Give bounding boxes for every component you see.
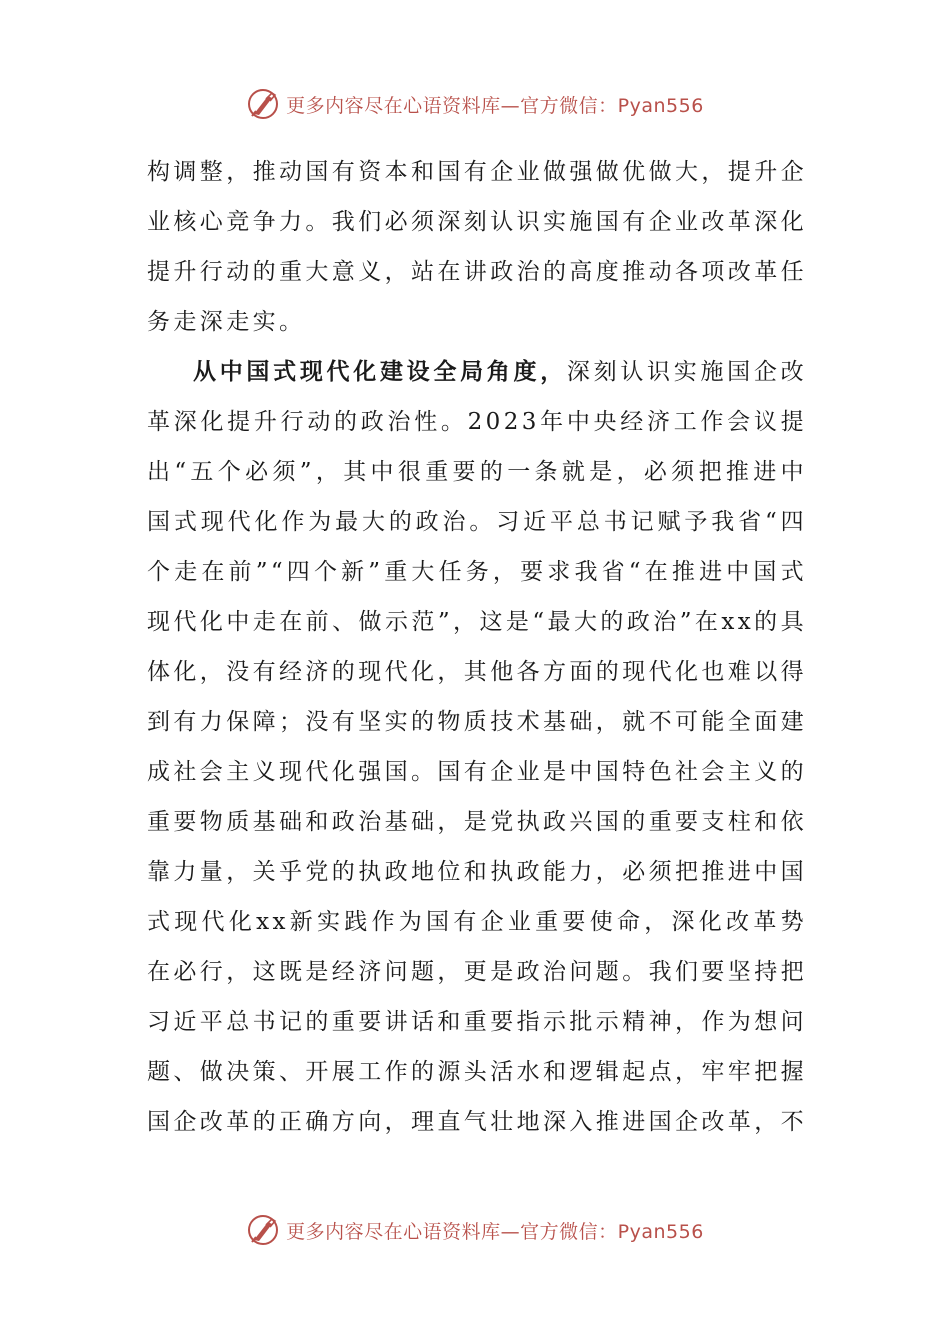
paragraph-2-text: 深刻认识实施国企改革深化提升行动的政治性。2023年中央经济工作会议提出“五个必须”，其中很重要的一条就是，必须把推进中国式现代化作为最大的政治。习近平总书记赋予我省“四个走在前”“四个新”重大任务，要求我省“在推进中国式现代化中走在前、做示范”，这是“最大的政治”在xx的具体化，没有经济的现代化，其他各方面的现代化也难以得到有力保障；没有坚实的物质技术基础，就不可能全面建成社会主义现代化强国。国有企业是中国特色社会主义的重要物质基础和政治基础，是党执政兴国的重要支柱和依靠力量，关乎党的执政地位和执政能力，必须把推进中国式现代化xx新实践作为国有企业重要使命，深化改革势在必行，这既是经济问题，更是政治问题。我们要坚持把习近平总书记的重要讲话和重要指示批示精神，作为想问题、做决策、开展工作的源头活水和逻辑起点，牢牢把握国企改革的正确方向，理直气壮地深入推进国企改革，不: [147, 359, 807, 1135]
paragraph-1: 构调整，推动国有资本和国有企业做强做优做大，提升企业核心竞争力。我们必须深刻认识实施国有企业改革深化提升行动的重大意义，站在讲政治的高度推动各项改革任务走深走实。: [147, 159, 807, 335]
footer-banner-text: 更多内容尽在心语资料库—官方微信：Pyan556: [286, 1220, 704, 1243]
document-body: [147, 147, 807, 1147]
paragraph-2-lead: 从中国式现代化建设全局角度，: [193, 358, 567, 385]
quill-pen-logo-icon: [246, 1213, 280, 1247]
quill-pen-logo-icon: [246, 87, 280, 121]
paragraph-2: [147, 347, 807, 1147]
header-banner: [0, 84, 950, 124]
footer-banner: [0, 1210, 950, 1250]
header-banner-text: 更多内容尽在心语资料库—官方微信：Pyan556: [286, 94, 704, 117]
